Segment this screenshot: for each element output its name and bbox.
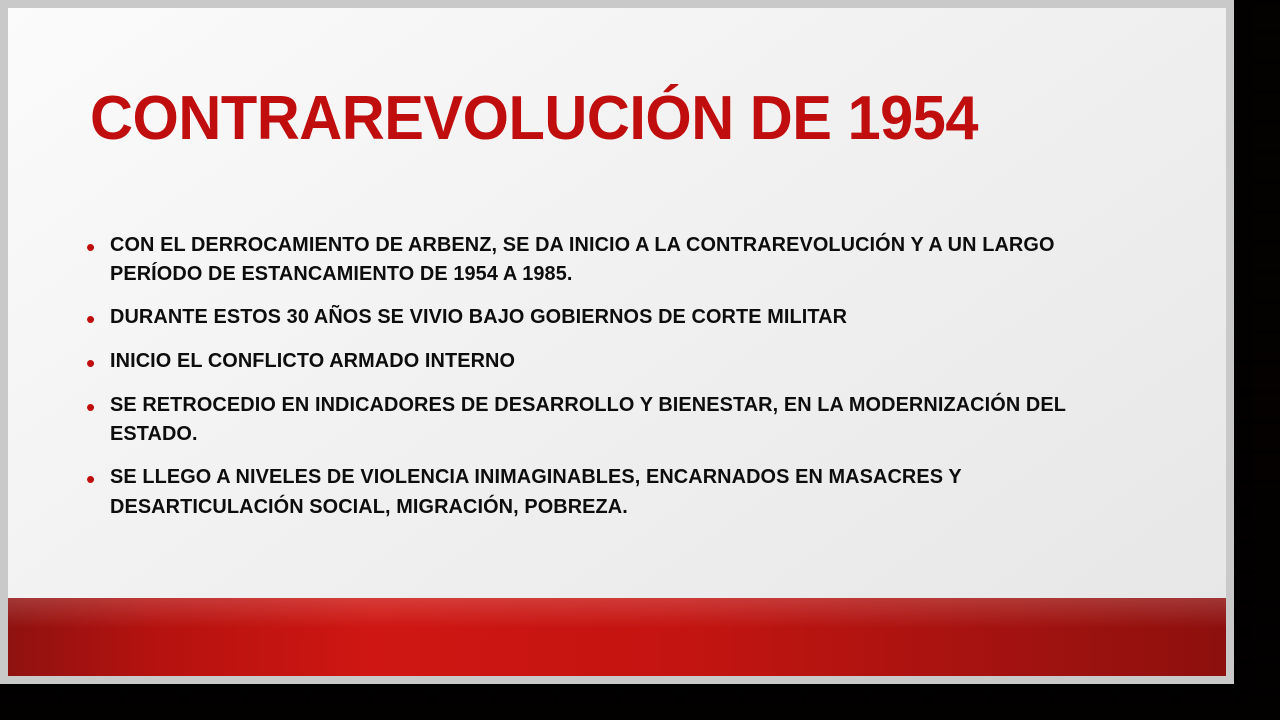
page-title: CONTRAREVOLUCIÓN DE 1954 — [90, 84, 979, 153]
bullet-text: DURANTE ESTOS 30 AÑOS SE VIVIO BAJO GOBIERNOS DE CORTE MILITAR — [110, 305, 848, 329]
list-item — [86, 390, 1176, 448]
bullet-text: INICIO EL CONFLICTO ARMADO INTERNO — [110, 349, 516, 373]
bullet-dot-icon: • — [86, 232, 96, 262]
bullet-dot-icon: • — [86, 304, 96, 335]
bullet-list — [86, 230, 1176, 535]
footer-accent-band — [8, 598, 1226, 676]
bullet-text: SE RETROCEDIO EN INDICADORES DE DESARROLLO Y BIENESTAR, EN LA MODERNIZACIÓN DEL ESTADO. — [110, 393, 1066, 446]
bullet-dot-icon: • — [86, 464, 96, 495]
bullet-dot-icon: • — [86, 348, 96, 379]
bullet-text: CON EL DERROCAMIENTO DE ARBENZ, SE DA INICIO A LA CONTRAREVOLUCIÓN Y A UN LARGO PERÍODO DE ESTANCAMIENTO DE 1954 A 1985. — [110, 233, 1055, 286]
slide-canvas — [8, 8, 1226, 676]
bullet-dot-icon: • — [86, 392, 96, 423]
bullet-text: SE LLEGO A NIVELES DE VIOLENCIA INIMAGINABLES, ENCARNADOS EN MASACRES Y DESARTICULACIÓN SOCIAL, MIGRACIÓN, POBREZA. — [110, 465, 962, 518]
list-item — [86, 462, 1176, 520]
list-item — [86, 302, 1176, 335]
list-item — [86, 230, 1176, 288]
list-item — [86, 346, 1176, 379]
